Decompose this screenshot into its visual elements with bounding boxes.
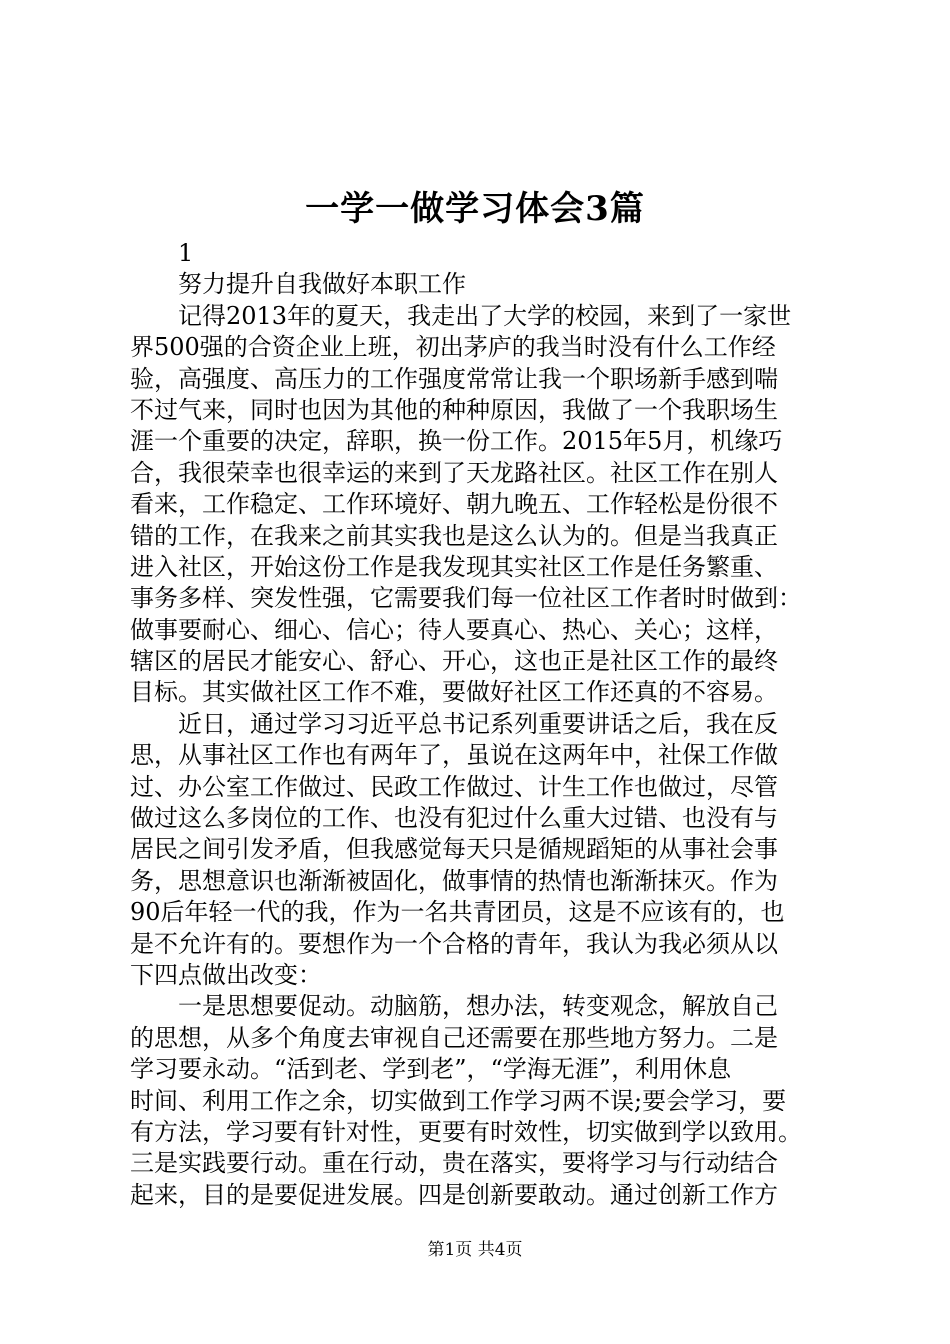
- text-line: 思，从事社区工作也有两年了，虽说在这两年中，社保工作做: [130, 741, 778, 770]
- text-line: 近日，通过学习习近平总书记系列重要讲话之后，我在反: [178, 709, 778, 738]
- text-line: 的思想，从多个角度去审视自己还需要在那些地方努力。二是: [130, 1023, 778, 1052]
- text-line: 错的工作，在我来之前其实我也是这么认为的。但是当我真正: [130, 521, 778, 550]
- text-line: 过、办公室工作做过、民政工作做过、计生工作也做过，尽管: [130, 772, 778, 801]
- page-footer: 第1页 共4页: [427, 1240, 523, 1260]
- text-line: 务，思想意识也渐渐被固化，做事情的热情也渐渐抹灭。作为: [130, 866, 778, 895]
- text-line: 起来，目的是要促进发展。四是创新要敢动。通过创新工作方: [130, 1180, 778, 1209]
- section-number: 1: [178, 239, 194, 267]
- text-line: 做过这么多岗位的工作、也没有犯过什么重大过错、也没有与: [130, 804, 778, 833]
- text-line: 三是实践要行动。重在行动，贵在落实，要将学习与行动结合: [130, 1149, 778, 1178]
- text-line: 验，高强度、高压力的工作强度常常让我一个职场新手感到喘: [130, 364, 778, 393]
- text-line: 事务多样、突发性强，它需要我们每一位社区工作者时时做到：: [130, 584, 802, 613]
- text-line: 90后年轻一代的我，作为一名共青团员，这是不应该有的，也: [130, 898, 785, 927]
- section-heading: 努力提升自我做好本职工作: [178, 270, 466, 299]
- text-line: 看来，工作稳定、工作环境好、朝九晚五、工作轻松是份很不: [130, 490, 778, 519]
- text-line: 不过气来，同时也因为其他的种种原因，我做了一个我职场生: [130, 395, 778, 424]
- text-line: 时间、利用工作之余，切实做到工作学习两不误;要会学习，要: [130, 1086, 787, 1115]
- text-line: 涯一个重要的决定，辞职，换一份工作。2015年5月，机缘巧: [130, 427, 783, 456]
- text-line: 有方法，学习要有针对性，更要有时效性，切实做到学以致用。: [130, 1117, 802, 1146]
- text-line: 辖区的居民才能安心、舒心、开心，这也正是社区工作的最终: [130, 647, 778, 676]
- text-line: 居民之间引发矛盾，但我感觉每天只是循规蹈矩的从事社会事: [130, 835, 778, 864]
- text-line: 目标。其实做社区工作不难，要做好社区工作还真的不容易。: [130, 678, 778, 707]
- document-body: [130, 238, 830, 1211]
- text-line: 一是思想要促动。动脑筋，想办法，转变观念，解放自己: [178, 992, 778, 1021]
- text-line: 记得2013年的夏天，我走出了大学的校园，来到了一家世: [178, 301, 792, 330]
- text-line: 界500强的合资企业上班，初出茅庐的我当时没有什么工作经: [130, 333, 776, 362]
- text-line: 是不允许有的。要想作为一个合格的青年，我认为我必须从以: [130, 929, 778, 958]
- text-line: 学习要永动。“活到老、学到老”，“学海无涯”，利用休息: [130, 1055, 732, 1084]
- document-title: 一学一做学习体会3篇: [305, 189, 645, 229]
- text-line: 合，我很荣幸也很幸运的来到了天龙路社区。社区工作在别人: [130, 458, 778, 487]
- text-line: 做事要耐心、细心、信心；待人要真心、热心、关心；这样，: [130, 615, 778, 644]
- text-line: 进入社区，开始这份工作是我发现其实社区工作是任务繁重、: [130, 552, 778, 581]
- text-line: 下四点做出改变：: [130, 960, 322, 989]
